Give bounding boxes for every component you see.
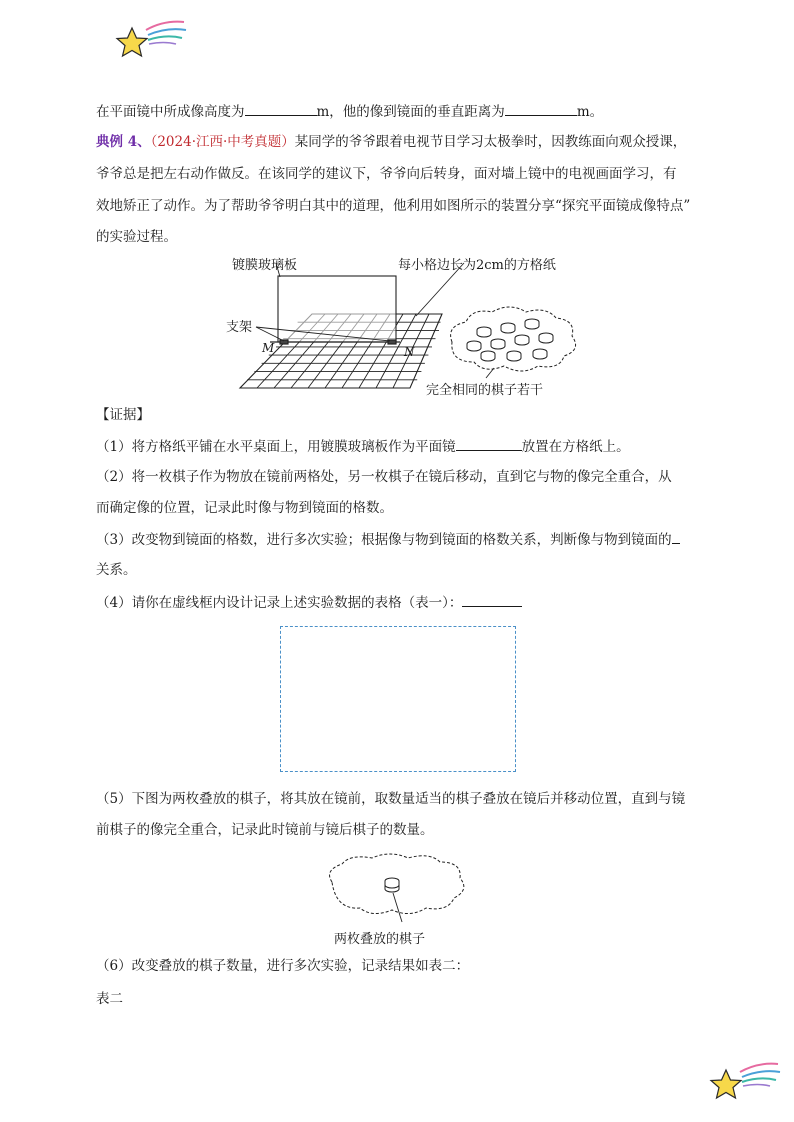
- table-2-label: 表二: [96, 991, 123, 1007]
- question-text: m，他的像到镜面的垂直距离为: [316, 104, 505, 120]
- step-2-line-2: 而确定像的位置，记录此时像与物到镜面的格数。: [96, 500, 393, 516]
- evidence-heading: 【证据】: [96, 407, 150, 423]
- shooting-star-icon: [706, 1058, 782, 1102]
- example-text: 某同学的爷爷跟着电视节目学习太极拳时，因教练面向观众授课，: [294, 134, 687, 150]
- point-n-label: N: [404, 345, 415, 359]
- stacked-pieces-label: 两枚叠放的棋子: [334, 932, 426, 947]
- answer-blank[interactable]: [672, 529, 680, 544]
- step-3-line-2: 关系。: [96, 562, 137, 578]
- step-5-line-1: （5）下图为两枚叠放的棋子，将其放在镜前，取数量适当的棋子叠放在镜后并移动位置，直到与镜: [96, 791, 686, 807]
- step-3-line-1: [96, 529, 700, 550]
- question-line: [96, 101, 700, 122]
- example-text-line: 效地矫正了动作。为了帮助爷爷明白其中的道理，他利用如图所示的装置分享“探究平面镜成像特点”: [96, 198, 691, 214]
- question-text: 在平面镜中所成像高度为: [96, 104, 245, 120]
- step-text: 放置在方格纸上。: [521, 439, 630, 455]
- step-text: （1）将方格纸平铺在水平桌面上，用镀膜玻璃板作为平面镜: [96, 439, 456, 455]
- point-m-label: M: [262, 341, 275, 355]
- example-source: （2024·江西·中考真题）: [150, 134, 295, 150]
- answer-blank[interactable]: [462, 592, 522, 607]
- step-text: （3）改变物到镜面的格数，进行多次实验；根据像与物到镜面的格数关系，判断像与物到镜面的: [96, 532, 672, 548]
- answer-blank[interactable]: [245, 101, 317, 116]
- answer-blank[interactable]: [505, 101, 577, 116]
- table-design-box[interactable]: [280, 626, 516, 772]
- shooting-star-icon: [112, 16, 188, 60]
- example-text-line: 的实验过程。: [96, 229, 177, 245]
- coated-glass-plate: [278, 276, 396, 342]
- stand-label: 支架: [226, 320, 253, 335]
- step-text: （4）请你在虚线框内设计记录上述实验数据的表格（表一）：: [96, 595, 463, 611]
- step-6: （6）改变叠放的棋子数量，进行多次实验，记录结果如表二：: [96, 958, 470, 974]
- example-text-line: 爷爷总是把左右动作做反。在该同学的建议下，爷爷向后转身，面对墙上镜中的电视画面学习，有: [96, 166, 677, 182]
- step-4: [96, 592, 700, 613]
- answer-blank[interactable]: [456, 436, 522, 451]
- step-5-line-2: 前棋子的像完全重合，记录此时镜前与镜后棋子的数量。: [96, 822, 434, 838]
- example-label: 典例 4、: [96, 134, 151, 150]
- grid-paper-label: 每小格边长为2cm的方格纸: [398, 258, 556, 273]
- step-2-line-1: （2）将一枚棋子作为物放在镜前两格处，另一枚棋子在镜后移动，直到它与物的像完全重合，从: [96, 469, 672, 485]
- step-1: [96, 436, 700, 457]
- question-text: m。: [576, 104, 604, 120]
- example-heading-line: [96, 132, 700, 152]
- glass-plate-label: 镀膜玻璃板: [232, 258, 298, 273]
- chess-pieces-cloud: [451, 307, 576, 378]
- stacked-pieces-figure: [322, 852, 472, 926]
- chess-pieces-label: 完全相同的棋子若干: [426, 383, 544, 398]
